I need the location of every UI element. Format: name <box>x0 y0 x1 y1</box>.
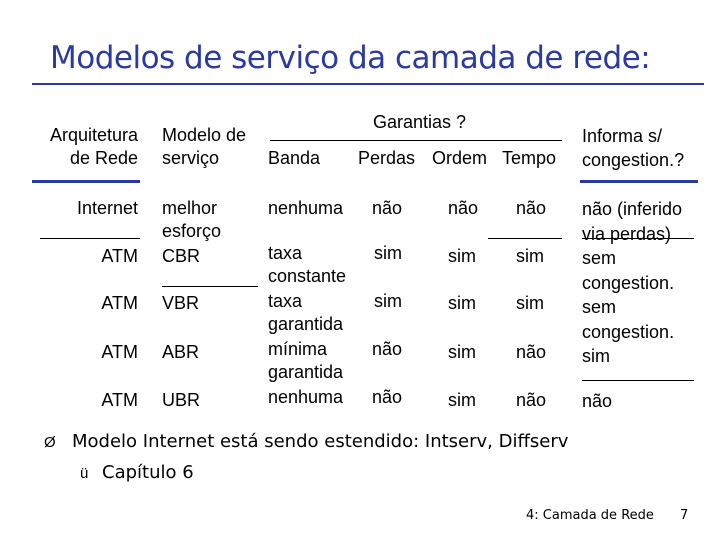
row-tempo: sim <box>516 293 544 313</box>
row-arq: ATM <box>101 246 138 266</box>
row-ordem: sim <box>448 390 476 410</box>
sub-bullet-text: Capítulo 6 <box>102 462 194 483</box>
garantias-rule <box>270 140 562 141</box>
bullet-text: Modelo Internet está sendo estendido: Intserv, Diffserv <box>72 431 569 452</box>
row-modelo: CBR <box>162 246 201 266</box>
row-perdas: não <box>372 339 403 359</box>
row-modelo: VBR <box>162 293 200 313</box>
header-arquitetura: Arquitetura de Rede <box>49 125 138 168</box>
row-modelo: ABR <box>162 342 200 362</box>
informa-block: não (inferido via perdas) sem congestion. sem congestion. sim <box>582 199 683 366</box>
row-ordem: sim <box>448 342 476 362</box>
row-perdas: sim <box>374 291 402 311</box>
informa-last: não <box>582 391 613 411</box>
row-perdas: não <box>372 387 403 407</box>
row-arq: ATM <box>101 293 138 313</box>
row-banda: taxa garantida <box>268 291 344 334</box>
row-separator <box>162 286 258 287</box>
row-banda: nenhuma <box>268 387 344 407</box>
page-title: Modelos de serviço da camada de rede: <box>50 40 651 76</box>
row-perdas: não <box>372 198 403 218</box>
header-informa: Informa s/ congestion.? <box>582 126 685 170</box>
row-tempo: não <box>516 342 547 362</box>
check-bullet-icon: ü <box>80 465 89 482</box>
header-bar-right <box>580 180 698 183</box>
title-underline <box>32 83 704 85</box>
row-banda: taxa constante <box>268 243 347 286</box>
row-banda: mínima garantida <box>268 339 344 382</box>
header-perdas: Perdas <box>358 148 416 168</box>
row-ordem: sim <box>448 246 476 266</box>
row-separator <box>582 380 694 381</box>
header-modelo: Modelo de serviço <box>162 125 247 168</box>
row-tempo: não <box>516 390 547 410</box>
arrow-bullet-icon: Ø <box>44 434 56 451</box>
row-banda: nenhuma <box>268 198 344 218</box>
footer-page-number: 7 <box>680 508 689 523</box>
row-modelo: UBR <box>162 390 201 410</box>
row-arq: ATM <box>101 390 138 410</box>
row-arq: Internet <box>76 198 138 218</box>
header-banda: Banda <box>268 148 321 168</box>
header-garantias: Garantias ? <box>373 112 467 132</box>
row-tempo: sim <box>516 246 544 266</box>
row-arq: ATM <box>101 342 138 362</box>
row-separator <box>40 238 140 239</box>
row-separator <box>488 238 562 239</box>
header-bar-left <box>32 180 140 183</box>
row-modelo: melhor esforço <box>162 198 222 241</box>
row-ordem: não <box>448 198 479 218</box>
footer-section: 4: Camada de Rede <box>526 508 654 523</box>
header-tempo: Tempo <box>502 148 557 168</box>
row-tempo: não <box>516 198 547 218</box>
row-perdas: sim <box>374 243 402 263</box>
header-ordem: Ordem <box>432 148 488 168</box>
row-ordem: sim <box>448 293 476 313</box>
